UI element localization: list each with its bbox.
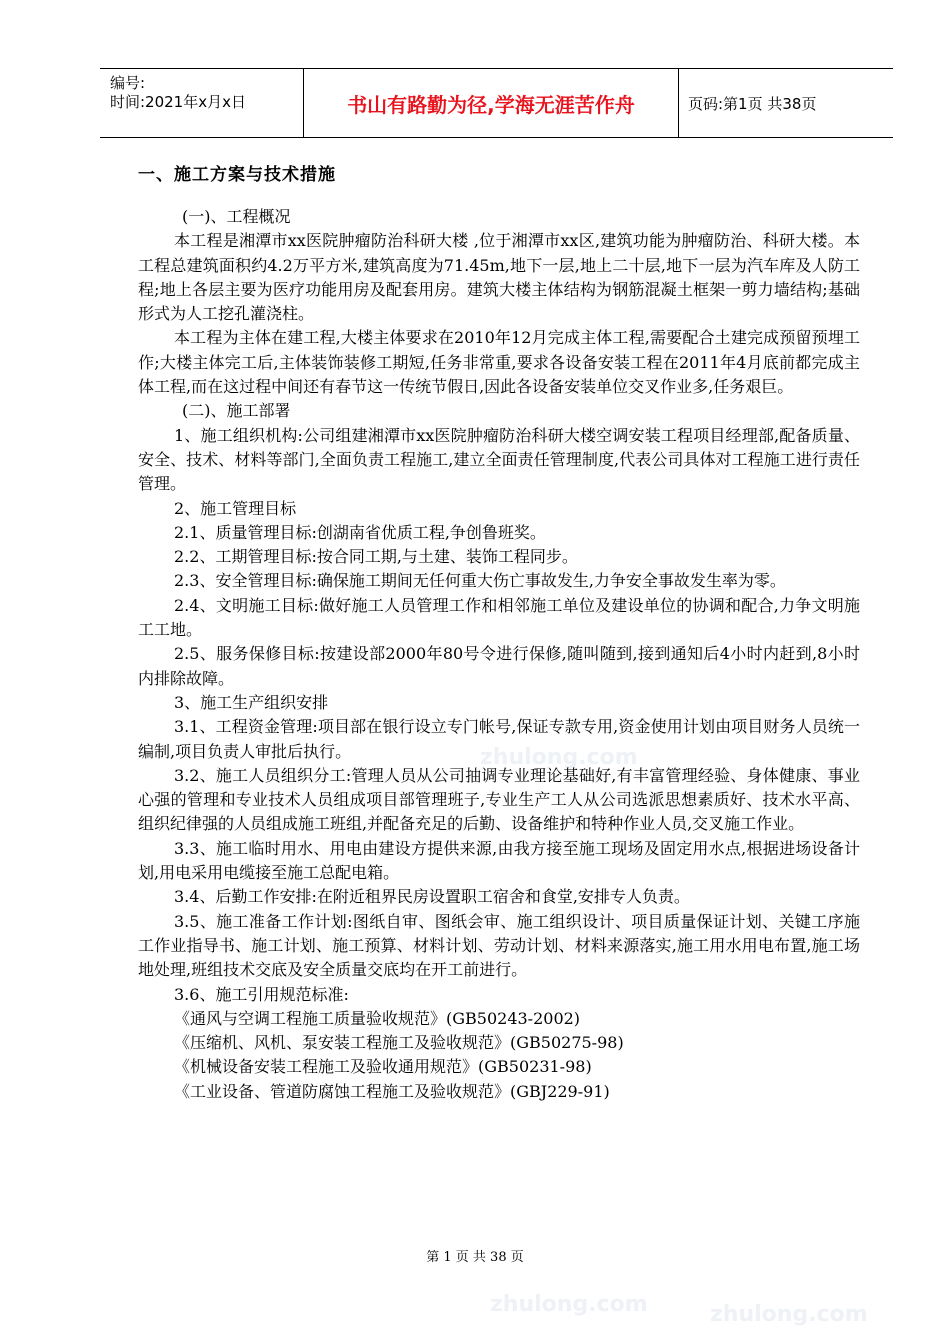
paragraph: (一)、工程概况 (182, 207, 291, 226)
paragraph: 3.6、施工引用规范标准: (174, 984, 349, 1004)
watermark: zhulong.com (480, 745, 638, 770)
paragraph: 3、施工生产组织安排 (174, 692, 329, 712)
header-meta-cell (100, 69, 304, 137)
paragraph: 3.2、施工人员组织分工:管理人员从公司抽调专业理论基础好,有丰富管理经验、身体健康、事业心强的管理和专业技术人员组成项目部管理班子,专业生产工人从公司选派思想素质好、技术水平高、组织纪律强的人员组成施工班组,并配备充足的后勤、设备维护和特种作业人员,交叉施工作业。 (138, 765, 860, 834)
paragraph: 1、施工组织机构:公司组建湘潭市xx医院肿瘤防治科研大楼空调安装工程项目经理部,配备质量、安全、技术、材料等部门,全面负责工程施工,建立全面责任管理制度,代表公司具体对工程施工进行责任管理。 (138, 425, 860, 494)
paragraph: 2.2、工期管理目标:按合同工期,与土建、装饰工程同步。 (174, 547, 578, 567)
watermark: zhulong.com (490, 1292, 648, 1317)
page-footer: 第 1 页 共 38 页 (426, 1250, 524, 1265)
section-title: 一、施工方案与技术措施 (138, 165, 336, 185)
paragraph: 《压缩机、风机、泵安装工程施工及验收规范》(GB50275-98) (174, 1033, 624, 1053)
paragraph: 《机械设备安装工程施工及验收通用规范》(GB50231-98) (174, 1057, 592, 1077)
paragraph: 2.4、文明施工目标:做好施工人员管理工作和相邻施工单位及建设单位的协调和配合,力争文明施工工地。 (138, 595, 860, 640)
header-table (100, 68, 893, 138)
paragraph: 2.5、服务保修目标:按建设部2000年80号令进行保修,随叫随到,接到通知后4小时内赶到,8小时内排除故障。 (138, 644, 860, 688)
header-motto: 书山有路勤为径,学海无涯苦作舟 (304, 69, 679, 137)
paragraph: 2.3、安全管理目标:确保施工期间无任何重大伤亡事故发生,力争安全事故发生率为零。 (174, 571, 786, 591)
watermark: zhulong.com (710, 1302, 868, 1327)
paragraph: 《通风与空调工程施工质量验收规范》(GB50243-2002) (174, 1008, 581, 1028)
date-text: 时间:2021年x月x日 (110, 93, 246, 111)
paragraph: 本工程为主体在建工程,大楼主体要求在2010年12月完成主体工程,需要配合土建完成预留预埋工作;大楼主体完工后,主体装饰装修工期短,任务非常重,要求各设备安装工程在2011年4月底前都完成主体工程,而在这过程中间还有春节这一传统节假日,因此各设备安装单位交叉作业多,任务艰巨。 (138, 328, 860, 397)
code-label: 编号: (110, 74, 146, 92)
paragraph: 2、施工管理目标 (174, 498, 297, 518)
header-page-info: 页码:第1页 共38页 (688, 94, 817, 113)
paragraph: 3.1、工程资金管理:项目部在银行设立专门帐号,保证专款专用,资金使用计划由项目财务人员统一编制,项目负责人审批后执行。 (138, 717, 860, 761)
paragraph: 3.3、施工临时用水、用电由建设方提供来源,由我方接至施工现场及固定用水点,根据进场设备计划,用电采用电缆接至施工总配电箱。 (138, 838, 860, 883)
paragraph: 3.5、施工准备工作计划:图纸自审、图纸会审、施工组织设计、项目质量保证计划、关键工序施工作业指导书、施工计划、施工预算、材料计划、劳动计划、材料来源落实,施工用水用电布置,施工场地处理,班组技术交底及安全质量交底均在开工前进行。 (138, 911, 860, 980)
paragraph: 3.4、后勤工作安排:在附近租界民房设置职工宿舍和食堂,安排专人负责。 (174, 887, 690, 907)
document-body (138, 205, 860, 1104)
paragraph: (二)、施工部署 (182, 401, 291, 421)
paragraph: 2.1、质量管理目标:创湖南省优质工程,争创鲁班奖。 (174, 522, 546, 542)
paragraph: 本工程是湘潭市xx医院肿瘤防治科研大楼 ,位于湘潭市xx区,建筑功能为肿瘤防治、科研大楼。本工程总建筑面积约4.2万平方米,建筑高度为71.45m,地下一层,地上二十层,地下一层为汽车库及人防工程;地上各层主要为医疗功能用房及配套用房。建筑大楼主体结构为钢筋混凝土框架一剪力墙结构;基础形式为人工挖孔灌浇柱。 (138, 231, 860, 324)
paragraph: 《工业设备、管道防腐蚀工程施工及验收规范》(GBJ229-91) (174, 1081, 610, 1101)
